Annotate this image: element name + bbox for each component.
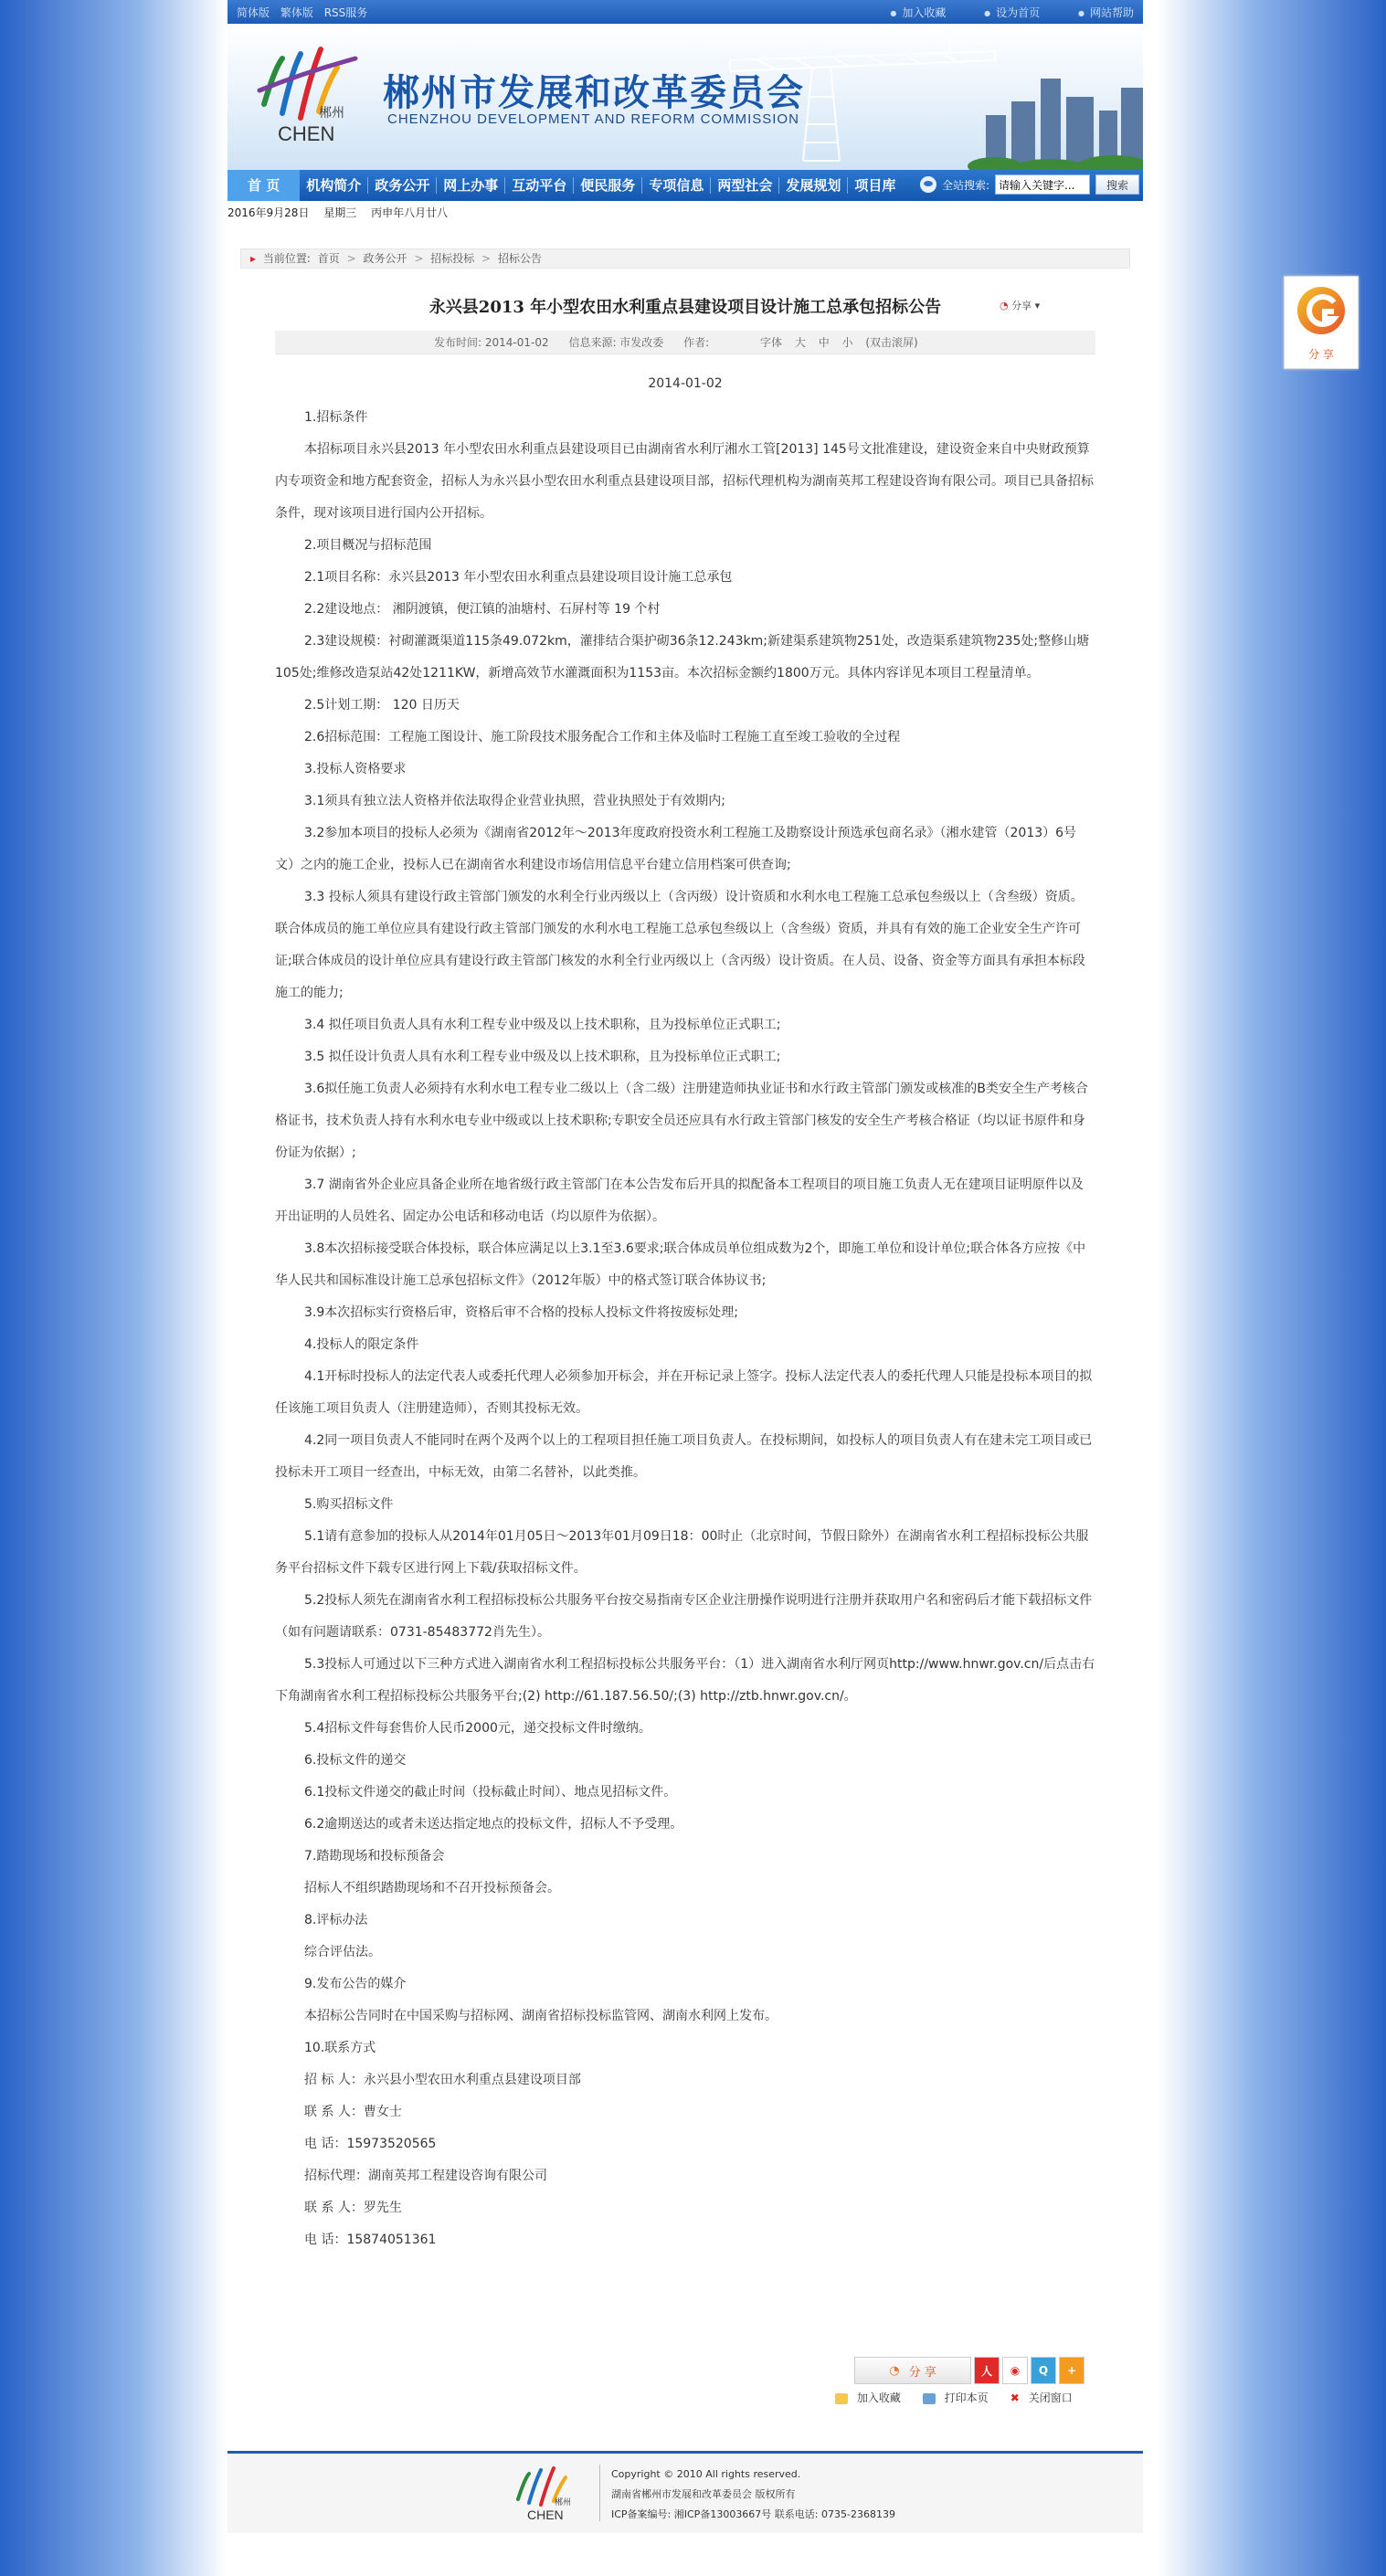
article-paragraph: 招标代理：湖南英邦工程建设咨询有限公司 — [304, 2169, 547, 2183]
nav-two-type-society[interactable]: 两型社会 — [717, 177, 773, 194]
more-share-icon[interactable]: + — [1059, 2357, 1084, 2384]
article-paragraph: 4.投标人的限定条件 — [304, 1337, 419, 1352]
article-paragraph: 招 标 人：永兴县小型农田水利重点县建设项目部 — [304, 2073, 581, 2087]
info-source: 信息来源: 市发改委 — [568, 336, 664, 349]
link-site-help[interactable]: ● 网站帮助 — [1078, 6, 1134, 19]
add-favorite-button[interactable] — [835, 2390, 901, 2405]
print-button[interactable] — [923, 2390, 989, 2405]
nav-public-service[interactable]: 便民服务 — [580, 177, 636, 194]
article-paragraph: 综合评估法。 — [304, 1945, 381, 1959]
current-date: 2016年9月28日 — [227, 206, 310, 219]
close-window-label: 关闭窗口 — [1028, 2391, 1073, 2404]
author: 作者: — [683, 336, 710, 349]
link-rss[interactable]: RSS服务 — [323, 5, 368, 19]
font-size-big[interactable]: 大 — [794, 336, 806, 349]
article-paragraph: 5.2投标人须先在湖南省水利工程招标投标公共服务平台按交易指南专区企业注册操作说明进行注册并获取用户名和密码后才能下载招标文件（如有问题请联系：0731-85483772肖先生）。 — [275, 1593, 1093, 1640]
article-paragraph: 本招标项目永兴县2013 年小型农田水利重点县建设项目已由湖南省水利厅湘水工管[2013] 145号文批准建设，建设资金来自中央财政预算内专项资金和地方配套资金，招标人为永兴县小型农田水利重点县建设项目部，招标代理机构为湖南英邦工程建设咨询有限公司。项目已具备招标条件，现对该项目进行国内公开招标。 — [275, 442, 1094, 521]
header-banner — [227, 24, 1143, 170]
link-traditional[interactable]: 繁体版 — [280, 5, 313, 19]
article-paragraph: 联 系 人：曹女士 — [304, 2105, 402, 2119]
article-paragraph: 3.2参加本项目的投标人必须为《湖南省2012年～2013年度政府投资水利工程施工及勘察设计预选承包商名录》（湘水建管（2013）6号文）之内的施工企业，投标人已在湖南省水利建设市场信用信息平台建立信用档案可供查询; — [275, 826, 1077, 872]
article-paragraph: 2.项目概况与招标范围 — [304, 538, 432, 553]
add-favorite-label: 加入收藏 — [856, 2391, 901, 2404]
print-label: 打印本页 — [944, 2391, 989, 2404]
banner-crane-illustration — [721, 24, 1143, 170]
share-bar — [854, 2355, 1095, 2386]
nav-about[interactable]: 机构简介 — [306, 177, 362, 194]
article-paragraph: 电 话：15973520565 — [304, 2137, 437, 2151]
float-share-label: 分 享 — [1308, 348, 1334, 361]
article-paragraph: 9.发布公告的媒介 — [304, 1977, 407, 1991]
close-icon: ✖ — [1010, 2391, 1020, 2404]
breadcrumb-separator: > — [481, 252, 492, 265]
chevron-down-icon: ▾ — [1034, 300, 1041, 311]
print-icon — [923, 2393, 936, 2404]
footer-logo — [511, 2463, 584, 2525]
site-logo[interactable] — [255, 40, 365, 154]
breadcrumb-prefix: 当前位置: — [262, 252, 311, 265]
nav-development-plan[interactable]: 发展规划 — [786, 177, 841, 194]
breadcrumb-item-notice[interactable]: 招标公告 — [497, 252, 542, 265]
svg-text:郴州: 郴州 — [319, 106, 344, 121]
article-title: 永兴县2013 年小型农田水利重点县建设项目设计施工总承包招标公告 — [428, 298, 942, 317]
link-set-homepage[interactable]: ● 设为首页 — [984, 6, 1040, 19]
article-paragraph: 2.2建设地点： 湘阴渡镇，便江镇的油塘村、石屏村等 19 个村 — [304, 602, 661, 617]
site-search — [920, 174, 1139, 195]
article-meta — [275, 331, 1095, 354]
article-paragraph: 6.1投标文件递交的截止时间（投标截止时间）、地点见招标文件。 — [304, 1785, 677, 1800]
share-main-button[interactable] — [854, 2357, 971, 2384]
article-paragraph: 2.6招标范围：工程施工图设计、施工阶段技术服务配合工作和主体及临时工程施工直至竣工验收的全过程 — [304, 730, 901, 744]
article-paragraph: 3.4 拟任项目负责人具有水利工程专业中级及以上技术职称，且为投标单位正式职工; — [304, 1018, 781, 1032]
nav-special-info[interactable]: 专项信息 — [649, 177, 704, 194]
nav-government-affairs[interactable]: 政务公开 — [375, 177, 430, 194]
article-share-button[interactable] — [1000, 298, 1040, 312]
search-input[interactable] — [995, 174, 1090, 195]
nav-home[interactable]: 首 页 — [227, 170, 300, 201]
share-bar-label: 分 享 — [908, 2365, 936, 2380]
page-tools — [835, 2390, 1073, 2405]
article-paragraph: 3.3 投标人须具有建设行政主管部门颁发的水利全行业丙级以上（含丙级）设计资质和水利水电工程施工总承包叁级以上（含叁级）资质。联合体成员的施工单位应具有建设行政主管部门颁发的水利水电工程施工总承包叁级以上（含叁级）资质，并具有有效的施工企业安全生产许可证;联合体成员的设计单位应具有建设行政主管部门核发的水利全行业丙级以上（含丙级）设计资质。在人员、设备、资金等方面具有承担本标段施工的能力; — [275, 890, 1085, 1000]
breadcrumb-item-home[interactable]: 首页 — [317, 252, 340, 265]
footer-icp: ICP备案编号: 湘ICP备13003667号 联系电话: 0735-2368139 — [611, 2508, 895, 2520]
article-paragraph: 4.1开标时投标人的法定代表人或委托代理人必须参加开标会，并在开标记录上签字。投标人法定代表人的委托代理人只能是投标本项目的拟任该施工项目负责人（注册建造师），否则其投标无效。 — [275, 1369, 1093, 1416]
nav-interaction[interactable]: 互动平台 — [512, 177, 567, 194]
article-paragraph: 4.2同一项目负责人不能同时在两个及两个以上的工程项目担任施工项目负责人。在投标期间，如投标人的项目负责人有在建未完工项目或已投标未开工项目一经查出，中标无效，由第二名替补，以此类推。 — [275, 1433, 1093, 1480]
article-paragraph: 本招标公告同时在中国采购与招标网、湖南省招标投标监管网、湖南水利网上发布。 — [304, 2009, 778, 2023]
article-paragraph: 5.3投标人可通过以下三种方式进入湖南省水利工程招标投标公共服务平台：（1）进入湖南省水利厅网页http://www.hnwr.gov.cn/后点击右下角湖南省水利工程招标投标公共服务平台;(2) http://61.187.56.50/;(3) http://ztb.hnwr.gov.cn/。 — [275, 1657, 1095, 1704]
nav-project-library[interactable]: 项目库 — [854, 177, 896, 194]
article-paragraph: 6.2逾期送达的或者未送达指定地点的投标文件，招标人不予受理。 — [304, 1817, 683, 1832]
footer-owner: 湖南省郴州市发展和改革委员会 版权所有 — [611, 2488, 796, 2500]
article-body — [275, 402, 1095, 2256]
nav-online-services[interactable]: 网上办事 — [443, 177, 499, 194]
share-logo-icon: ◔ — [889, 2363, 900, 2378]
article-paragraph: 3.5 拟任设计负责人具有水利工程专业中级及以上技术职称，且为投标单位正式职工; — [304, 1050, 781, 1064]
article-paragraph: 8.评标办法 — [304, 1913, 368, 1927]
article-paragraph: 联 系 人：罗先生 — [304, 2201, 402, 2215]
article-paragraph: 2.5计划工期： 120 日历天 — [304, 698, 460, 713]
weibo-share-icon[interactable]: ◉ — [1002, 2357, 1028, 2384]
article-paragraph: 2.3建设规模：衬砌灌溉渠道115条49.072km，灌排结合渠护砌36条12.243km;新建渠系建筑物251处，改造渠系建筑物235处;整修山塘105处;维修改造泵站42处1211KW，新增高效节水灌溉面积为1153亩。本次招标金额约1800万元。具体内容详见本项目工程量清单。 — [275, 634, 1090, 681]
article-paragraph: 5.1请有意参加的投标人从2014年01月05日～2013年01月09日18：00时止（北京时间，节假日除外）在湖南省水利工程招标投标公共服务平台招标文件下载专区进行网上下载/获取招标文件。 — [275, 1529, 1089, 1576]
main-nav — [227, 170, 1143, 201]
article-paragraph: 5.购买招标文件 — [304, 1497, 394, 1512]
article-paragraph: 5.4招标文件每套售价人民币2000元，递交投标文件时缴纳。 — [304, 1721, 651, 1736]
font-size-medium[interactable]: 中 — [818, 336, 830, 349]
search-button[interactable]: 搜索 — [1095, 174, 1139, 195]
auto-scroll-toggle[interactable]: (双击滚屏) — [865, 336, 918, 349]
site-title: 郴州市发展和改革委员会 — [383, 71, 805, 114]
search-icon — [920, 176, 936, 193]
link-simplified[interactable]: 简体版 — [237, 5, 270, 19]
article-paragraph: 3.6拟任施工负责人必须持有水利水电工程专业二级以上（含二级）注册建造师执业证书和水行政主管部门颁发或核准的B类安全生产考核合格证书，技术负责人持有水利水电专业中级或以上技术职称;专职安全员还应具有水行政主管部门核发的安全生产考核合格证（均以证书原件和身份证为依据）; — [275, 1082, 1088, 1160]
breadcrumb-separator: > — [414, 252, 424, 265]
breadcrumb-item-gov[interactable]: 政务公开 — [363, 252, 407, 265]
article-paragraph: 6.投标文件的递交 — [304, 1753, 407, 1768]
article-paragraph: 招标人不组织踏勘现场和不召开投标预备会。 — [304, 1881, 560, 1895]
page-wrapper — [227, 0, 1143, 2576]
article-paragraph: 1.招标条件 — [304, 410, 368, 425]
article-paragraph: 3.9本次招标实行资格后审，资格后审不合格的投标人投标文件将按废标处理; — [304, 1305, 738, 1320]
article-date: 2014-01-02 — [648, 376, 723, 391]
search-label: 全站搜索: — [941, 178, 989, 192]
lunar-date: 丙申年八月廿八 — [371, 206, 449, 219]
footer-text — [611, 2465, 895, 2525]
svg-text:CHEN: CHEN — [527, 2507, 564, 2522]
footer-copyright: Copyright © 2010 All rights reserved. — [611, 2468, 801, 2480]
renren-share-icon[interactable]: 人 — [974, 2357, 1000, 2384]
breadcrumb — [240, 248, 1130, 269]
breadcrumb-item-bidding[interactable]: 招标投标 — [430, 252, 475, 265]
qzone-share-icon[interactable]: Q — [1031, 2357, 1056, 2384]
svg-text:郴州: 郴州 — [555, 2498, 572, 2507]
share-label: 分享 — [1011, 300, 1032, 311]
footer — [227, 2451, 1143, 2533]
share-logo-icon — [1294, 282, 1349, 339]
home-marker-icon: ▸ — [250, 252, 257, 265]
article-paragraph: 3.7 湖南省外企业应具备企业所在地省级行政主管部门在本公告发布后开具的拟配备本工程项目的项目施工负责人无在建项目证明原件以及开出证明的人员姓名、固定办公电话和移动电话（均以原件为依据）。 — [275, 1177, 1084, 1224]
article-paragraph: 2.1项目名称：永兴县2013 年小型农田水利重点县建设项目设计施工总承包 — [304, 570, 733, 585]
link-add-favorite[interactable]: ● 加入收藏 — [890, 6, 946, 19]
article-paragraph: 3.投标人资格要求 — [304, 762, 407, 776]
font-size-small[interactable]: 小 — [841, 336, 853, 349]
star-icon — [835, 2393, 848, 2404]
article-paragraph: 10.联系方式 — [304, 2041, 376, 2055]
svg-text:CHEN: CHEN — [278, 122, 335, 145]
article-paragraph: 3.1须具有独立法人资格并依法取得企业营业执照，营业执照处于有效期内; — [304, 794, 725, 808]
article-paragraph: 电 话：15874051361 — [304, 2233, 437, 2247]
publish-time: 发布时间: 2014-01-02 — [434, 336, 549, 349]
top-bar — [227, 0, 1143, 24]
floating-share-widget[interactable] — [1284, 276, 1359, 369]
close-window-button[interactable] — [1010, 2390, 1073, 2405]
article-paragraph: 7.踏勘现场和投标预备会 — [304, 1849, 445, 1863]
site-subtitle: CHENZHOU DEVELOPMENT AND REFORM COMMISSION — [387, 111, 799, 127]
footer-divider — [599, 2465, 600, 2521]
date-line — [227, 201, 1143, 221]
breadcrumb-separator: > — [346, 252, 356, 265]
share-icon: ◔ — [1000, 300, 1009, 311]
font-size-label: 字体 — [760, 336, 783, 349]
article-paragraph: 3.8本次招标接受联合体投标，联合体应满足以上3.1至3.6要求;联合体成员单位组成数为2个，即施工单位和设计单位;联合体各方应按《中华人民共和国标准设计施工总承包招标文件》（2012年版）中的格式签订联合体协议书; — [275, 1241, 1086, 1288]
current-weekday: 星期三 — [323, 206, 357, 219]
